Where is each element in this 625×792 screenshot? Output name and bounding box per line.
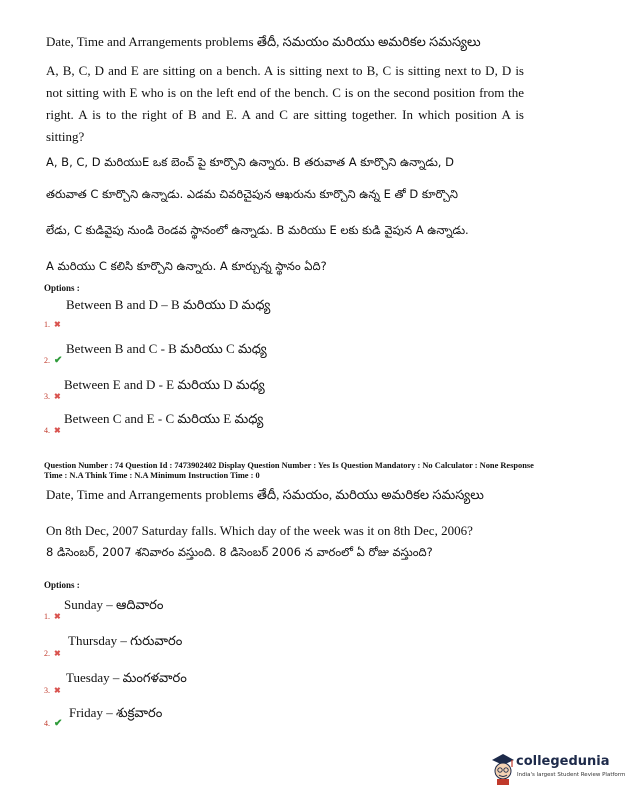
q2-option-3-text: Tuesday – మంగళవారం — [66, 670, 187, 685]
q1-option-3-number: 3. — [44, 392, 50, 401]
q1-option-1-number: 1. — [44, 320, 50, 329]
q1-option-4-number: 4. — [44, 426, 50, 435]
cross-icon: ✖ — [54, 320, 61, 329]
q2-topic: Date, Time and Arrangements problems తేదీ, సమయం, మరియు అమరికల సమస్యలు — [46, 487, 484, 502]
cross-icon: ✖ — [54, 392, 61, 401]
q2-option-1-marker — [44, 606, 61, 624]
q2-question-english: On 8th Dec, 2007 Saturday falls. Which day of the week was it on 8th Dec, 2006? — [46, 523, 473, 538]
q1-question-telugu-line-2: తరువాత C కూర్చొని ఉన్నాడు. ఎడమ చివరిచైపున ఆఖరును కూర్చొని ఉన్న E తో D కూర్చొని — [46, 187, 458, 201]
q1-option-4-marker — [44, 420, 61, 438]
q1-option-1-marker — [44, 314, 61, 332]
brand-tagline: India's largest Student Review Platform — [517, 772, 625, 778]
q1-options-label: Options : — [44, 283, 80, 293]
q2-option-4-marker — [44, 713, 62, 731]
q2-options-label: Options : — [44, 580, 80, 590]
q1-option-3-text: Between E and D - E మరియు D మధ్య — [64, 377, 265, 392]
check-icon: ✔ — [54, 355, 63, 366]
cross-icon: ✖ — [54, 426, 61, 435]
q1-option-2-text: Between B and C - B మరియు C మధ్య — [66, 341, 267, 356]
q2-option-2-marker — [44, 643, 61, 661]
q1-topic: Date, Time and Arrangements problems తేదీ, సమయం మరియు అమరికల సమస్యలు — [46, 34, 481, 49]
brand-name: collegedunia — [516, 754, 610, 769]
q2-meta-line-2: Time : N.A Think Time : N.A Minimum Instruction Time : 0 — [44, 471, 260, 480]
check-icon: ✔ — [54, 718, 63, 729]
q2-option-2-text: Thursday – గురువారం — [68, 633, 183, 648]
q1-option-1-text: Between B and D – B మరియు D మధ్య — [66, 297, 271, 312]
q1-option-3-marker — [44, 386, 61, 404]
cross-icon: ✖ — [54, 612, 61, 621]
q2-option-3-number: 3. — [44, 686, 50, 695]
cross-icon: ✖ — [54, 686, 61, 695]
q2-option-1-number: 1. — [44, 612, 50, 621]
collegedunia-logo — [490, 750, 625, 790]
q2-meta-line-1: Question Number : 74 Question Id : 7473902402 Display Question Number : Yes Is Question Mandatory : No Calculator : None Response — [44, 461, 534, 470]
mascot-icon — [490, 752, 516, 786]
q1-question-telugu-line-4: A మరియు C కలిసి కూర్చొని ఉన్నారు. A కూర్చున్న స్థానం ఏది? — [46, 259, 327, 273]
q1-question-english: A, B, C, D and E are sitting on a bench. A is sitting next to B, C is sitting next to D, D is not sitting with E who is on the left end of the bench. C is on the second position from the right. A is to the right of B and E. A and C are sitting together. In which position A is sitting? — [46, 63, 524, 144]
q2-option-4-text: Friday – శుక్రవారం — [69, 705, 163, 720]
q2-option-2-number: 2. — [44, 649, 50, 658]
q1-option-2-number: 2. — [44, 356, 50, 365]
q2-option-4-number: 4. — [44, 719, 50, 728]
q2-option-1-text: Sunday – ఆదివారం — [64, 597, 164, 612]
q1-option-4-text: Between C and E - C మరియు E మధ్య — [64, 411, 264, 426]
q1-question-telugu-line-1: A, B, C, D మరియుE ఒక బెంచ్ పై కూర్చొని ఉన్నారు. B తరువాత A కూర్చొని ఉన్నాడు, D — [46, 155, 454, 169]
q2-option-3-marker — [44, 680, 61, 698]
q2-question-telugu: 8 డిసెంబర్, 2007 శనివారం వస్తుంది. 8 డిసెంబర్ 2006 న వారంలో ఏ రోజు వస్తుంది? — [46, 545, 433, 559]
q1-option-2-marker — [44, 350, 62, 368]
cross-icon: ✖ — [54, 649, 61, 658]
q1-question-telugu-line-3: లేడు, C కుడివైపు నుండి రెండవ స్థానంలో ఉన్నాడు. B మరియు E లకు కుడి వైపున A ఉన్నాడు. — [46, 223, 469, 237]
